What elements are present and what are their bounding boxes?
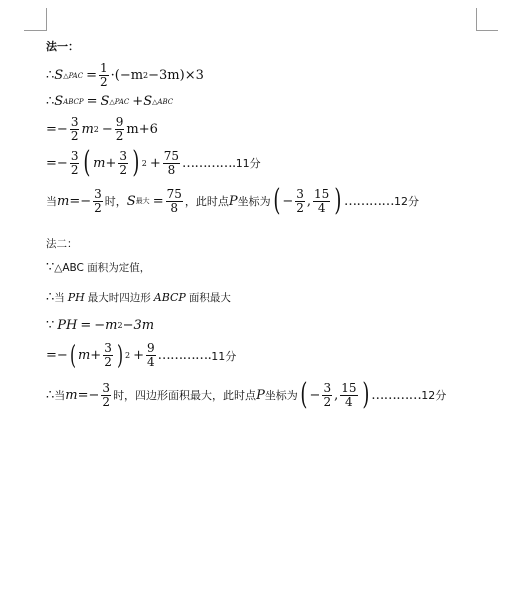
method1-heading	[46, 38, 79, 54]
right-paren: )	[116, 340, 123, 371]
plus: +	[133, 348, 144, 363]
minus: −	[88, 387, 100, 403]
fraction-denominator: 2	[70, 162, 79, 177]
equals: =	[46, 122, 57, 137]
minus: −	[309, 387, 321, 403]
fraction-numerator: 15	[314, 186, 330, 201]
equals: =	[152, 193, 164, 209]
minus: −	[56, 155, 68, 171]
right-paren: )	[132, 145, 140, 180]
method2-heading-text: 法二：	[46, 238, 78, 250]
when-text: 当	[46, 195, 57, 208]
area-symbol: S	[54, 68, 64, 83]
quadrilateral-abcp: ABCP	[153, 291, 186, 304]
plus: +	[90, 348, 102, 363]
equals: =	[46, 155, 57, 171]
fraction	[103, 342, 113, 369]
text: 面积最大	[188, 292, 231, 304]
leader-dots: ………….	[182, 155, 236, 171]
expression-part: ·(−m	[110, 68, 144, 83]
area-symbol: S	[54, 94, 64, 109]
method1-line2	[46, 94, 173, 109]
exponent: 2	[141, 158, 147, 168]
text: ，此时点	[184, 195, 229, 208]
exponent: 2	[93, 125, 99, 134]
score-label: 11分	[211, 349, 237, 363]
minus: −	[101, 122, 113, 137]
score-label: 12分	[394, 195, 420, 208]
fraction	[118, 150, 128, 177]
equals: =	[77, 387, 89, 403]
method1-heading-text: 法一：	[46, 40, 79, 53]
fraction-denominator: 4	[147, 355, 155, 369]
variable-m: m	[93, 155, 106, 171]
equals: =	[86, 68, 97, 83]
leader-dots: …………	[344, 193, 395, 209]
fraction	[322, 382, 332, 409]
fraction	[99, 62, 109, 89]
area-subscript: △ABC	[152, 97, 174, 106]
fraction-denominator: 2	[102, 394, 111, 409]
because-symbol: ∵	[46, 318, 55, 333]
method1-line5	[46, 183, 420, 218]
fraction-numerator: 75	[163, 148, 180, 163]
fraction-denominator: 8	[167, 162, 176, 177]
expression-part: m+6	[126, 122, 158, 137]
fraction-numerator: 3	[70, 115, 79, 129]
text: 时，	[104, 195, 127, 208]
fraction	[166, 188, 183, 215]
method1-line4	[46, 145, 261, 180]
text: 时，四边形面积最大，此时点	[113, 389, 257, 402]
score-label: 11分	[235, 157, 261, 170]
fraction-numerator: 3	[323, 380, 332, 395]
fraction	[70, 150, 80, 177]
therefore-symbol: ∴	[46, 94, 55, 109]
fraction-numerator: 3	[102, 380, 111, 395]
fraction	[93, 188, 103, 215]
expression-part: −m	[94, 318, 118, 333]
fraction-denominator: 4	[317, 200, 326, 215]
therefore-symbol: ∴	[46, 68, 55, 83]
right-paren: )	[334, 183, 342, 218]
left-paren: (	[272, 183, 280, 218]
expression-part: −3m)×3	[148, 68, 204, 83]
point-p: P	[256, 387, 265, 403]
fraction-denominator: 4	[345, 394, 353, 409]
text: 坐标为	[264, 389, 298, 402]
fraction-denominator: 2	[115, 129, 124, 143]
method2-line4	[46, 342, 236, 369]
leader-dots: …………	[371, 387, 422, 403]
fraction	[70, 116, 80, 143]
leader-dots: ………….	[157, 348, 212, 363]
exponent: 2	[125, 351, 131, 360]
comma: ,	[334, 387, 339, 403]
equals: =	[69, 193, 81, 209]
fraction	[340, 382, 357, 409]
fraction-numerator: 75	[166, 186, 182, 201]
area-subscript: ABCP	[63, 97, 84, 106]
expression-part: −3m	[122, 318, 155, 333]
exponent: 2	[117, 321, 123, 330]
fraction-denominator: 2	[104, 355, 112, 369]
fraction	[146, 342, 156, 369]
fraction	[163, 150, 180, 177]
text: 当	[54, 292, 65, 304]
fraction-numerator: 3	[104, 341, 112, 355]
segment-ph: PH	[57, 318, 78, 333]
text: 最大时四边形	[87, 292, 151, 304]
area-subscript: 最大	[135, 197, 150, 205]
method2-line1	[46, 260, 150, 275]
minus: −	[80, 193, 92, 209]
area-symbol: S	[126, 193, 136, 209]
fraction-denominator: 2	[94, 200, 102, 215]
plus: +	[105, 155, 117, 171]
area-symbol: S	[143, 94, 153, 109]
exponent: 2	[143, 71, 149, 80]
method2-heading	[46, 236, 78, 251]
minus: −	[56, 122, 68, 137]
fraction-denominator: 2	[323, 394, 332, 409]
plus: +	[149, 155, 161, 171]
area-subscript: △PAC	[63, 71, 84, 80]
variable-m: m	[57, 193, 70, 209]
fraction-numerator: 3	[94, 186, 102, 201]
fraction	[295, 188, 305, 215]
fraction-numerator: 3	[70, 148, 79, 163]
comma: ,	[306, 193, 312, 209]
fraction-denominator: 2	[119, 162, 128, 177]
left-paren: (	[69, 340, 76, 371]
variable-m: m	[77, 348, 91, 363]
fraction-numerator: 3	[296, 186, 304, 201]
method1-line1	[46, 62, 204, 89]
variable-m: m	[65, 387, 78, 403]
text: 坐标为	[237, 195, 271, 208]
left-paren: (	[83, 145, 91, 180]
therefore-symbol: ∴	[46, 290, 55, 305]
fraction	[115, 116, 125, 143]
score-label: 12分	[421, 389, 447, 402]
segment-ph: PH	[67, 291, 85, 304]
fraction-denominator: 2	[70, 129, 79, 143]
therefore-symbol: ∴	[46, 387, 55, 403]
because-symbol: ∵	[46, 260, 55, 275]
equals: =	[80, 318, 92, 333]
area-symbol: S	[100, 94, 110, 109]
method1-line3	[46, 116, 158, 143]
fraction-numerator: 1	[99, 61, 108, 75]
fraction-numerator: 3	[119, 148, 128, 163]
minus: −	[282, 193, 294, 209]
equals: =	[46, 348, 57, 363]
equals: =	[86, 94, 98, 109]
right-paren: )	[361, 377, 369, 412]
fraction	[101, 382, 111, 409]
plus: +	[132, 94, 144, 109]
fraction-denominator: 2	[99, 75, 108, 89]
variable-m: m	[81, 122, 94, 137]
method2-line2	[46, 290, 231, 305]
method2-line3	[46, 318, 154, 333]
fraction-numerator: 9	[115, 115, 124, 129]
fraction-numerator: 9	[147, 341, 155, 355]
fraction	[313, 188, 330, 215]
point-p: P	[228, 193, 238, 209]
method2-line5	[46, 377, 447, 412]
minus: −	[56, 348, 68, 363]
when-text: 当	[54, 389, 66, 402]
fraction-denominator: 2	[296, 200, 304, 215]
fraction-denominator: 8	[170, 200, 179, 215]
area-subscript: △PAC	[109, 97, 130, 106]
fraction-numerator: 15	[341, 380, 357, 395]
text: △ABC 面积为定值，	[54, 262, 151, 274]
left-paren: (	[300, 377, 308, 412]
